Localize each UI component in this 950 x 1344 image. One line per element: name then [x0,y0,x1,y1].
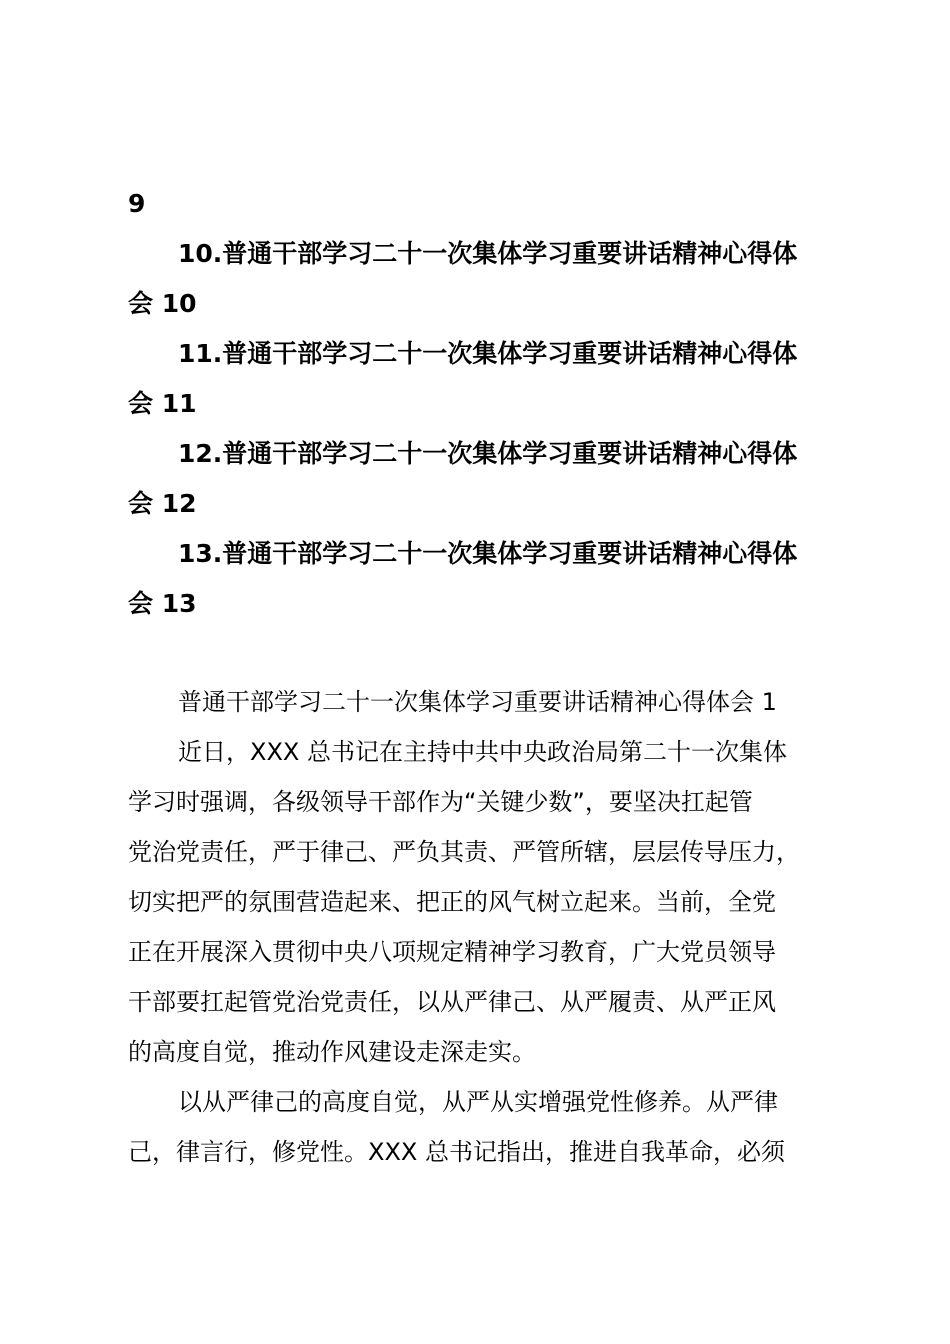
paragraph-1-line: 学习时强调，各级领导干部作为“关键少数”，要坚决扛起管 [128,788,753,816]
toc-item-11-tail: 会 11 [128,389,197,418]
paragraph-1-line: 近日，XXX 总书记在主持中共中央政治局第二十一次集体 [178,738,787,766]
paragraph-1-line: 切实把严的氛围营造起来、把正的风气树立起来。当前，全党 [128,888,776,916]
toc-item-12-title: 12.普通干部学习二十一次集体学习重要讲话精神心得体 [178,439,798,468]
toc-item-10-title: 10.普通干部学习二十一次集体学习重要讲话精神心得体 [178,239,798,268]
paragraph-1-line: 的高度自觉，推动作风建设走深走实。 [128,1038,536,1066]
toc-item-13-title: 13.普通干部学习二十一次集体学习重要讲话精神心得体 [178,539,798,568]
paragraph-2-line: 以从严律己的高度自觉，从严从实增强党性修养。从严律 [178,1088,778,1116]
paragraph-1-line: 党治党责任，严于律己、严负其责、严管所辖，层层传导压力， [128,838,800,866]
toc-item-10-tail: 会 10 [128,289,197,318]
toc-item-9-tail: 9 [128,189,146,218]
article-paragraph-2 [128,1077,838,1177]
paragraph-1-line: 干部要扛起管党治党责任，以从严律己、从严履责、从严正风 [128,988,776,1016]
paragraph-1-line: 正在开展深入贯彻中央八项规定精神学习教育，广大党员领导 [128,938,776,966]
article-body [128,677,838,1177]
toc-item-12-tail: 会 12 [128,489,197,518]
article-heading [128,677,838,727]
article-heading-text: 普通干部学习二十一次集体学习重要讲话精神心得体会 1 [178,688,777,716]
paragraph-2-line: 己，律言行，修党性。XXX 总书记指出，推进自我革命，必须 [128,1138,785,1166]
table-of-contents [128,179,838,629]
article-paragraph-1 [128,727,838,1077]
toc-item-13-tail: 会 13 [128,589,197,618]
toc-item-11-title: 11.普通干部学习二十一次集体学习重要讲话精神心得体 [178,339,798,368]
